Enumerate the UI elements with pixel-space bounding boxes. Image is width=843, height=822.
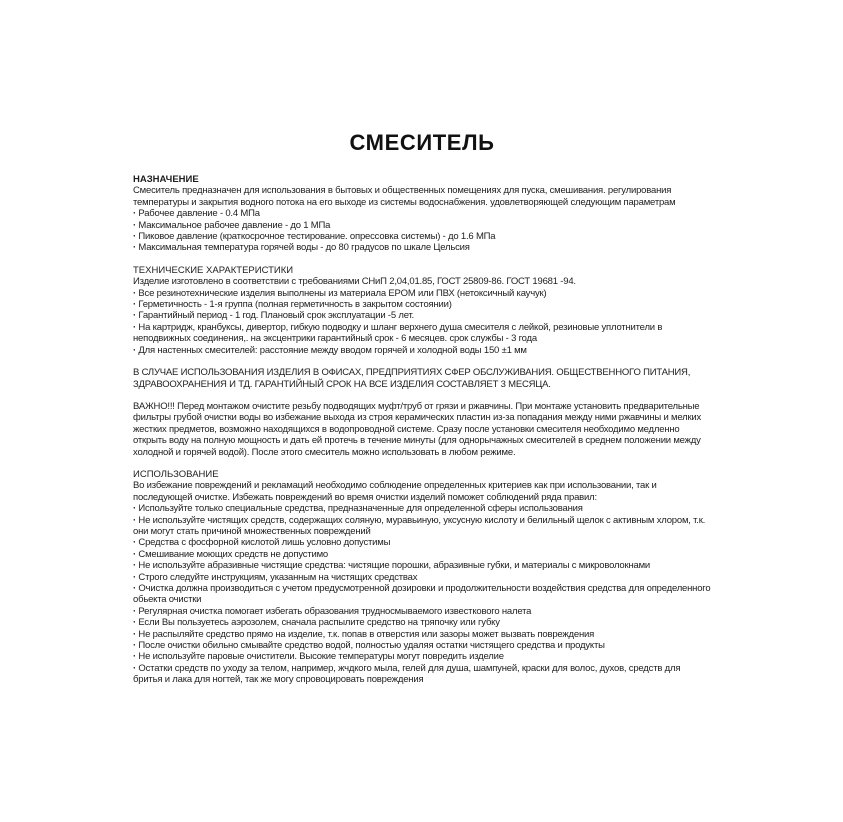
list-item: · Используйте только специальные средства, предназначенные для определенной сферы использования: [133, 503, 711, 514]
list-item: · Смешивание моющих средств не допустимо: [133, 549, 711, 560]
list-item: · Пиковое давление (краткосрочное тестирование. опрессовка системы) - до 1.6 МПа: [133, 231, 711, 242]
list-item: · Строго следуйте инструкциям, указанным на чистящих средствах: [133, 572, 711, 583]
purpose-intro: Смеситель предназначен для использования в бытовых и общественных помещениях для пуска, смешивания. регулирования температуры и закрытия водного потока на его выходе из системы водоснабжения. удовлетворяющей следующим параметрам: [133, 185, 676, 208]
list-item: · После очистки обильно смывайте средство водой, полностью удаляя остатки чистящего средства и продукты: [133, 640, 711, 651]
list-item: · На картридж, кранбуксы, дивертор, гибкую подводку и шланг верхнего душа смесителя с лейкой, резиновые уплотнители в неподвижных соединения,. на эксцентрики гарантийный срок - 6 месяцев. срок службы - 3 года: [133, 322, 711, 345]
list-item: · Средства с фосфорной кислотой лишь условно допустимы: [133, 537, 711, 548]
document-title: СМЕСИТЕЛЬ: [349, 130, 495, 155]
list-item: · Все резинотехнические изделия выполнены из материала EPOM или ПВХ (нетоксичный каучук): [133, 288, 711, 299]
usage-heading: ИСПОЛЬЗОВАНИЕ: [133, 468, 219, 480]
section-office-notice: [133, 367, 711, 390]
list-item: · Для настенных смесителей: расстояние между вводом горячей и холодной воды 150 ±1 мм: [133, 345, 711, 356]
list-item: · Герметичность - 1-я группа (полная герметичность в закрытом состоянии): [133, 299, 711, 310]
usage-intro: Во избежание повреждений и рекламаций необходимо соблюдение определенных критериев как при использовании, так и последующей очистке. Избежать повреждений во время очистки изделий поможет соблюдений ряда правил:: [133, 480, 657, 503]
section-usage: [133, 469, 711, 686]
list-item: · Не используйте абразивные чистящие средства: чистящие порошки, абразивные губки, и материалы с микроволокнами: [133, 560, 711, 571]
purpose-heading: НАЗНАЧЕНИЕ: [133, 174, 199, 185]
section-important-notice: [133, 401, 711, 458]
list-item: · Регулярная очистка помогает избегать образования трудносмываемого известкового налета: [133, 606, 711, 617]
document-content: [133, 174, 711, 686]
list-item: · Не используйте чистящих средств, содержащих соляную, муравьиную, уксусную кислоту и белильный щелок с активным хлором, т.к. они могут стать причиной множественных повреждений: [133, 515, 711, 538]
list-item: · Остатки средств по уходу за телом, например, жчдкого мыла, гелей для душа, шампуней, краски для волос, духов, средств для бритья и лака для ногтей, так же могу спровоцировать повреждения: [133, 663, 711, 686]
list-item: · Максимальная температура горячей воды - до 80 градусов по шкале Цельсия: [133, 242, 711, 253]
list-item: · Не используйте паровые очистители. Высокие температуры могут повредить изделие: [133, 651, 711, 662]
section-purpose: [133, 174, 711, 254]
list-item: · Очистка должна производиться с учетом предусмотренной дозировки и продолжительности воздействия средства для определенного обьекта очистки: [133, 583, 711, 606]
list-item: · Если Вы пользуетесь аэрозолем, сначала распылите средство на тряпочку или губку: [133, 617, 711, 628]
specs-heading: ТЕХНИЧЕСКИЕ ХАРАКТЕРИСТИКИ: [133, 264, 294, 276]
list-item: · Рабочее давление - 0.4 МПа: [133, 208, 711, 219]
office-notice: В СЛУЧАЕ ИСПОЛЬЗОВАНИЯ ИЗДЕЛИЯ В ОФИСАХ, ПРЕДПРИЯТИЯХ СФЕР ОБСЛУЖИВАНИЯ. ОБЩЕСТВЕННОГО ПИТАНИЯ, ЗДРАВООХРАНЕНИЯ И ТД. ГАРАНТИЙНЫЙ СРОК НА ВСЕ ИЗДЕЛИЯ СОСТАВЛЯЕТ 3 МЕСЯЦА.: [133, 367, 691, 390]
specs-intro: Изделие изготовлено в соответствии с требованиями СНиП 2,04,01.85, ГОСТ 25809-86. ГОСТ 19681 -94.: [133, 276, 576, 288]
list-item: · Максимальное рабочее давление - до 1 МПа: [133, 220, 711, 231]
list-item: · Не распыляйте средство прямо на изделие, т.к. попав в отверстия или зазоры может вызвать повреждения: [133, 629, 711, 640]
important-notice: ВАЖНО!!! Перед монтажом очистите резьбу подводящих муфт/труб от грязи и ржавчины. При монтаже установить предварительные фильтры грубой очистки воды во избежание выхода из строя керамических пластин из-за попадания между ними ржавчины и мелких жестких предметов, возможно находящихся в водопроводной системе. Сразу после установки смесителя необходимо медленно открыть воду на полную мощность и дать ей протечь в течение минуты (для однорычажных смесителей в среднем положении между холодной и горячей водой). После этого смеситель можно использовать в любом режиме.: [133, 400, 702, 458]
list-item: · Гарантийный период - 1 год. Плановый срок эксплуатации -5 лет.: [133, 310, 711, 321]
section-specs: [133, 265, 711, 356]
